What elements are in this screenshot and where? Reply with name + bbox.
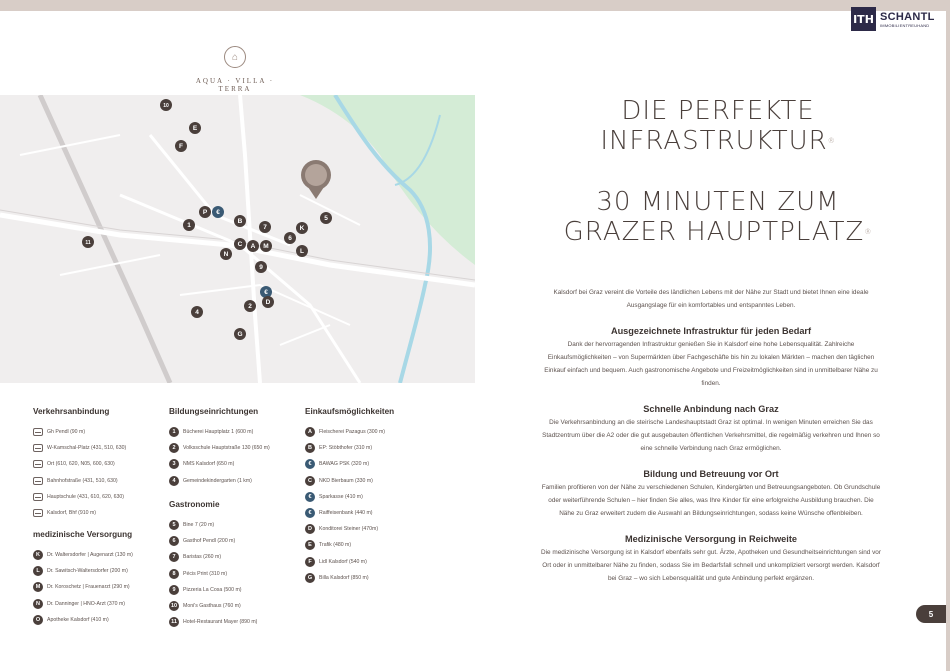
legend-item (33, 563, 133, 579)
map-marker-label: 7 (263, 224, 267, 232)
marker-badge: O (33, 615, 43, 625)
marker-badge: D (305, 524, 315, 534)
page-number: 5 (916, 605, 946, 623)
intro-text: Kalsdorf bei Graz vereint die Vorteile des ländlichen Lebens mit der Nähe zur Stadt und bietet Ihnen eine ideale Ausgangslage für ein komfortables und entspanntes Leben. (553, 289, 869, 310)
marker-badge: F (305, 557, 315, 567)
map-marker (234, 238, 246, 250)
location-map (0, 95, 475, 383)
legend-item (169, 614, 257, 630)
map-marker-label: M (263, 243, 269, 251)
legend-medizin (33, 530, 133, 628)
map-marker-label: L (300, 248, 304, 256)
logo-subtitle: IMMOBILIENTREUHAND (880, 22, 930, 28)
legend-item (33, 456, 126, 472)
map-marker-label: € (216, 209, 220, 217)
right-border (946, 0, 950, 671)
map-marker-label: E (192, 125, 198, 133)
legend-item (169, 440, 270, 456)
legend-item (33, 596, 133, 612)
map-marker (284, 232, 296, 244)
marker-badge: 6 (169, 536, 179, 546)
logo-name: SCHANTL (880, 10, 935, 23)
map-marker (220, 248, 232, 260)
legend-item (33, 505, 126, 521)
bank-icon: € (305, 492, 315, 502)
legend-label: NMS Kalsdorf (650 m) (183, 461, 235, 468)
legend-item (169, 473, 270, 489)
legend-label: Billa Kalsdorf (850 m) (319, 574, 369, 581)
map-marker-label: N (223, 251, 229, 259)
logo-mark: ITH (851, 7, 876, 31)
legend-item (33, 579, 133, 595)
map-marker-label: D (265, 299, 271, 307)
section-title: Medizinische Versorgung in Reichweite (624, 533, 798, 544)
bus-icon (33, 428, 43, 436)
marker-badge: N (33, 599, 43, 609)
legend-item (169, 533, 257, 549)
map-marker (296, 222, 308, 234)
legend-title: Gastronomie (169, 500, 220, 509)
map-marker-label: € (264, 289, 268, 297)
map-marker (199, 206, 211, 218)
map-marker-label: 1 (187, 222, 191, 230)
legend-item (169, 517, 257, 533)
bus-icon (33, 444, 43, 452)
map-marker (82, 236, 94, 248)
marker-badge: 8 (169, 569, 179, 579)
map-marker (247, 240, 259, 252)
legend-label: BAWAG PSK (320 m) (319, 461, 370, 468)
map-marker-label: 6 (288, 235, 292, 243)
map-marker-label: C (237, 241, 243, 249)
map-marker (260, 286, 272, 298)
map-marker-label: K (299, 225, 305, 233)
bus-icon (33, 493, 43, 501)
bank-icon: € (305, 508, 315, 518)
legend-item (169, 598, 257, 614)
legend-label: Pizzeria La Cosa (500 m) (183, 586, 242, 593)
section-text: Die medizinische Versorgung ist in Kalsdorf ebenfalls sehr gut. Ärzte, Apotheken und Gesundheitseinrichtungen sind vor Ort oder in unmittelbarer Nähe zu finden, sodass Sie im Bedarfsfall schnell und unkompliziert versorgt werden. Kalsdorf bei Graz – wo sich Lebensqualität und gute Anbindung perfekt ergänzen. (541, 548, 881, 583)
legend-item (305, 424, 394, 440)
legend-item (33, 440, 126, 456)
marker-badge: A (305, 427, 315, 437)
marker-badge: 3 (169, 459, 179, 469)
legend-bildung (169, 407, 270, 489)
legend-label: Ort (610, 620, N05, 600, 630) (47, 461, 115, 468)
map-marker (259, 221, 271, 233)
marker-badge: 2 (169, 443, 179, 453)
legend-label: Hotel-Restaurant Mayer (890 m) (183, 619, 258, 626)
legend-label: Dr. Koroschetz | Frauenarzt (290 m) (47, 584, 130, 591)
section-text: Dank der hervorragenden Infrastruktur genießen Sie in Kalsdorf eine hohe Lebensqualität. Zahlreiche Einkaufsmöglichkeiten – von Supermärkten über Fachgeschäfte bis hin zu lokalen Märkten – machen den täglichen Einkauf einfach und bequem. Auch gastronomische Angebote und Freizeitmöglichkeiten sind in unmittelbarer Nähe zu finden. (544, 340, 878, 388)
legend-item (169, 456, 270, 472)
legend-label: Dr. Waltersdorfer | Augenarzt (130 m) (47, 552, 133, 559)
section-title: Bildung und Betreuung vor Ort (643, 468, 779, 479)
legend-title: Einkaufsmöglichkeiten (305, 407, 395, 416)
marker-badge: B (305, 443, 315, 453)
marker-badge: C (305, 476, 315, 486)
marker-badge: 4 (169, 476, 179, 486)
marker-badge: 5 (169, 520, 179, 530)
marker-badge: 1 (169, 427, 179, 437)
legend-label: Trafik (480 m) (319, 542, 352, 549)
map-marker (234, 328, 246, 340)
legend-label: Sparkasse (410 m) (319, 493, 363, 500)
map-marker-label: G (237, 331, 243, 339)
map-marker (175, 140, 187, 152)
legend-label: Fleischerei Pazagus (300 m) (319, 429, 386, 436)
legend-title: medizinische Versorgung (33, 530, 133, 539)
map-marker-label: 4 (195, 309, 199, 317)
legend-item (169, 582, 257, 598)
legend-label: NKD Bierbaum (330 m) (319, 477, 373, 484)
legend-item (305, 456, 394, 472)
map-marker (183, 219, 195, 231)
legend-label: Gh Pendl (90 m) (47, 429, 86, 436)
legend-label: Volksschule Hauptstraße 130 (650 m) (183, 445, 270, 452)
bus-icon (33, 460, 43, 468)
map-marker (320, 212, 332, 224)
legend-title: Verkehrsanbindung (33, 407, 110, 416)
legend-label: EP: Stöbthofer (310 m) (319, 445, 373, 452)
map-marker-label: P (202, 209, 208, 217)
map-marker (255, 261, 267, 273)
legend-item (305, 521, 394, 537)
map-marker (160, 99, 172, 111)
legend-label: Dr. Sawitsch-Waltersdorfer (200 m) (47, 568, 128, 575)
legend-item (33, 424, 126, 440)
marker-badge: G (305, 573, 315, 583)
legend-label: Lidl Kalsdorf (540 m) (319, 558, 367, 565)
marker-badge: 9 (169, 585, 179, 595)
legend-item (169, 549, 257, 565)
map-marker-label: F (179, 143, 183, 151)
map-marker (262, 296, 274, 308)
bus-icon (33, 509, 43, 517)
marker-badge: 11 (169, 617, 179, 627)
legend-label: Gemeindekindergarten (1 km) (183, 477, 252, 484)
legend-item (33, 473, 126, 489)
section-title: Schnelle Anbindung nach Graz (643, 403, 779, 414)
map-marker (191, 306, 203, 318)
legend-label: Bücherei Hauptplatz 1 (600 m) (183, 429, 254, 436)
map-marker-label: 5 (324, 215, 328, 223)
legend-title: Bildungseinrichtungen (169, 407, 259, 416)
legend-label: Bine 7 (20 m) (183, 522, 215, 529)
headline-graz: 30 MINUTEN ZUM GRAZER HAUPTPLATZ® (563, 187, 873, 247)
map-marker-label: 9 (259, 264, 263, 272)
legend-label: Apotheke Kalsdorf (410 m) (47, 616, 109, 623)
legend-item (305, 570, 394, 586)
legend-label: Dr. Danninger | HNO-Arzt (370 m) (47, 600, 126, 607)
legend-label: Pécis Print (310 m) (183, 570, 228, 577)
legend-label: W-Kamschal-Platz (431, 510, 630) (47, 445, 127, 452)
project-brand (180, 46, 290, 93)
legend-verkehr (33, 407, 126, 521)
map-marker (244, 300, 256, 312)
legend-label: Konditorei Steiner (470m) (319, 526, 379, 533)
legend-label: Kalsdorf, Bhf (910 m) (47, 510, 97, 517)
legend-item (305, 554, 394, 570)
legend-item (33, 547, 133, 563)
map-marker (296, 245, 308, 257)
map-marker (234, 215, 246, 227)
legend-label: Moni's Gasthaus (760 m) (183, 603, 241, 610)
bus-icon (33, 477, 43, 485)
company-logo (851, 7, 942, 31)
bank-icon: € (305, 459, 315, 469)
legend-label: Raiffeisenbank (440 m) (319, 510, 373, 517)
map-marker (260, 240, 272, 252)
marker-badge: 7 (169, 552, 179, 562)
legend-item (169, 566, 257, 582)
legend-item (169, 424, 270, 440)
section-title: Ausgezeichnete Infrastruktur für jeden Bedarf (610, 325, 812, 336)
legend-label: Gasthof Pendl (200 m) (183, 538, 236, 545)
marker-badge: K (33, 550, 43, 560)
map-marker-label: 11 (85, 240, 91, 247)
legend-item (305, 537, 394, 553)
legend-item (305, 505, 394, 521)
body-copy (540, 286, 882, 585)
legend-label: Bahnhofstraße (431, 510, 630) (47, 477, 118, 484)
headline-infrastructure: DIE PERFEKTE INFRASTRUKTUR® (600, 96, 836, 156)
section-text: Die Verkehrsanbindung an die steirische Landeshauptstadt Graz ist optimal. In wenigen Minuten erreichen Sie das Stadtzentrum über die A2 oder die gut ausgebauten öffentlichen Verkehrsmittel, die regelmäßig verkehren und Ihnen so eine schnelle Verbindung nach Graz ermöglichen. (542, 418, 880, 453)
marker-badge: M (33, 582, 43, 592)
project-name: AQUA · VILLA · TERRA (195, 77, 275, 93)
top-border (0, 0, 950, 11)
legend-gastro (169, 500, 257, 630)
marker-badge: E (305, 540, 315, 550)
legend-item (305, 489, 394, 505)
map-marker-label: B (237, 218, 243, 226)
section-text: Familien profitieren von der Nähe zu verschiedenen Schulen, Kindergärten und Betreuungsangeboten. Ob Grundschule oder weiterführende Schulen – hier finden Sie alles, was Ihre Kinder für eine erfolgreiche Ausbildung brauchen. Die Nähe zu Graz erweitert zudem die Auswahl an Bildungseinrichtungen, sodass keine Wünsche offenbleiben. (541, 483, 881, 518)
legend-item (305, 473, 394, 489)
map-marker-label: 2 (248, 303, 252, 311)
villa-emblem-icon: ⌂ (224, 46, 246, 68)
legend-item (305, 440, 394, 456)
legend-label: Hauptschule (431, 610, 620, 630) (47, 493, 125, 500)
legend-item (33, 612, 133, 628)
marker-badge: L (33, 566, 43, 576)
map-marker-label: A (250, 243, 256, 251)
legend-item (33, 489, 126, 505)
map-marker-label: 10 (163, 103, 169, 110)
map-marker (189, 122, 201, 134)
legend-label: Baristas (260 m) (183, 554, 222, 561)
marker-badge: 10 (170, 603, 178, 610)
map-marker (212, 206, 224, 218)
map-canvas (0, 95, 475, 383)
legend-einkauf (305, 407, 394, 586)
